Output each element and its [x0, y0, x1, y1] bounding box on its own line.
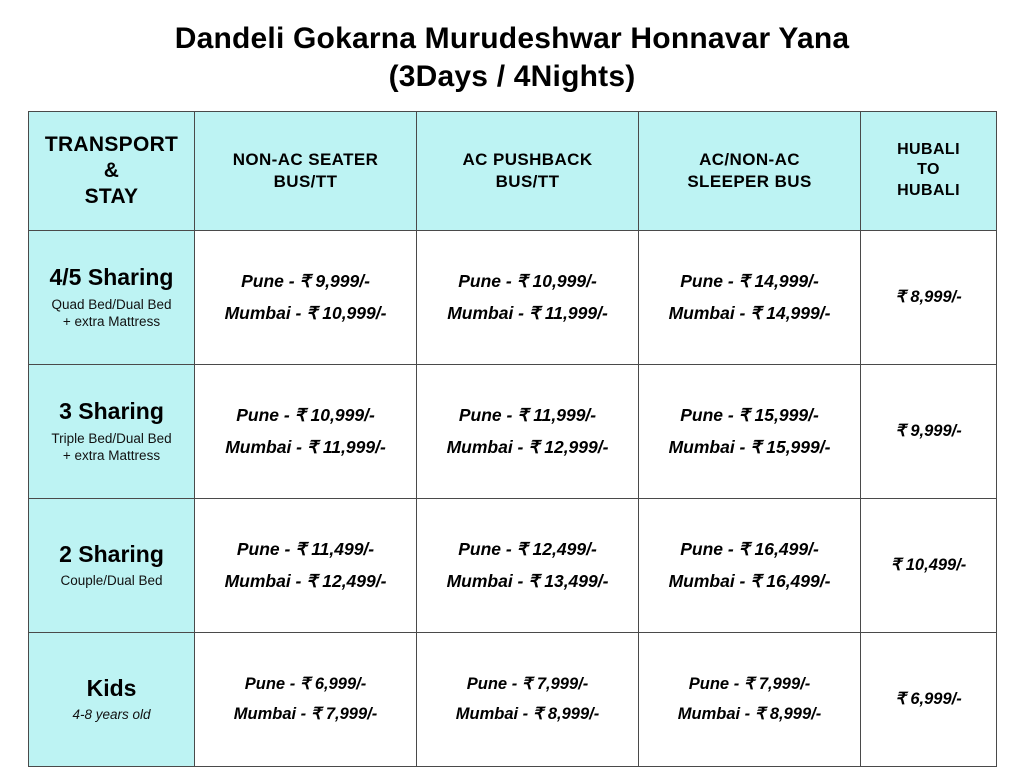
stay-category-sub-line2: + extra Mattress — [62, 314, 161, 330]
header-non-ac-seater-line2: BUS/TT — [273, 171, 338, 191]
price-pune: Pune - ₹ 10,999/- — [458, 270, 597, 291]
header-ac-pushback-line2: BUS/TT — [495, 171, 560, 191]
price-pune: Pune - ₹ 6,999/- — [244, 674, 367, 693]
stay-category-cell — [29, 364, 195, 498]
price-mumbai: Mumbai - ₹ 16,499/- — [668, 571, 831, 592]
price-ac-non-ac-sleeper — [639, 230, 861, 364]
price-hubali-value: ₹ 10,499/- — [890, 555, 967, 574]
header-transport-stay-line1: TRANSPORT — [44, 133, 179, 157]
table-row — [29, 498, 997, 632]
table-header-row — [29, 111, 997, 230]
header-transport-stay — [29, 111, 195, 230]
price-mumbai: Mumbai - ₹ 13,499/- — [446, 571, 609, 592]
header-non-ac-seater-line1: NON-AC SEATER — [232, 149, 379, 169]
table-row — [29, 364, 997, 498]
price-mumbai: Mumbai - ₹ 11,999/- — [225, 437, 386, 458]
header-hubali-to-hubali — [861, 111, 997, 230]
header-ac-pushback — [417, 111, 639, 230]
header-ac-non-ac-sleeper-line2: SLEEPER BUS — [687, 171, 812, 191]
stay-category-sub-line1: Triple Bed/Dual Bed — [51, 430, 172, 446]
price-ac-pushback — [417, 498, 639, 632]
table-row — [29, 632, 997, 766]
header-non-ac-seater — [195, 111, 417, 230]
price-mumbai: Mumbai - ₹ 8,999/- — [677, 705, 822, 724]
price-hubali-to-hubali — [861, 632, 997, 766]
stay-category-cell — [29, 498, 195, 632]
price-pune: Pune - ₹ 7,999/- — [688, 674, 811, 693]
stay-category-sub-line1: Couple/Dual Bed — [60, 573, 163, 589]
header-hubali-line1: HUBALI — [897, 140, 960, 158]
stay-category-cell — [29, 632, 195, 766]
price-mumbai: Mumbai - ₹ 12,499/- — [224, 571, 387, 592]
price-pune: Pune - ₹ 14,999/- — [680, 270, 819, 291]
price-mumbai: Mumbai - ₹ 15,999/- — [668, 437, 831, 458]
header-transport-stay-line2: & — [103, 158, 120, 182]
price-ac-pushback — [417, 230, 639, 364]
price-pune: Pune - ₹ 11,499/- — [236, 538, 375, 559]
price-ac-non-ac-sleeper — [639, 498, 861, 632]
stay-category-title: 3 Sharing — [59, 397, 164, 424]
header-ac-non-ac-sleeper — [639, 111, 861, 230]
price-pune: Pune - ₹ 10,999/- — [236, 404, 375, 425]
price-mumbai: Mumbai - ₹ 14,999/- — [668, 303, 831, 324]
price-non-ac-seater — [195, 632, 417, 766]
stay-category-sub-line1: Quad Bed/Dual Bed — [51, 296, 172, 312]
page-title — [28, 20, 996, 97]
header-hubali-line2: TO — [917, 161, 940, 179]
price-hubali-value: ₹ 9,999/- — [895, 421, 962, 440]
price-pune: Pune - ₹ 12,499/- — [458, 538, 597, 559]
price-mumbai: Mumbai - ₹ 12,999/- — [446, 437, 609, 458]
price-hubali-to-hubali — [861, 230, 997, 364]
header-transport-stay-line3: STAY — [84, 184, 139, 208]
price-mumbai: Mumbai - ₹ 10,999/- — [224, 303, 387, 324]
price-pune: Pune - ₹ 7,999/- — [466, 674, 589, 693]
price-hubali-value: ₹ 6,999/- — [895, 689, 962, 708]
price-hubali-to-hubali — [861, 364, 997, 498]
price-ac-pushback — [417, 632, 639, 766]
price-ac-non-ac-sleeper — [639, 364, 861, 498]
price-pune: Pune - ₹ 15,999/- — [680, 404, 819, 425]
price-pune: Pune - ₹ 11,999/- — [458, 404, 597, 425]
price-mumbai: Mumbai - ₹ 11,999/- — [447, 303, 608, 324]
stay-category-title: Kids — [86, 674, 137, 701]
price-non-ac-seater — [195, 230, 417, 364]
stay-category-title: 2 Sharing — [59, 540, 164, 567]
header-ac-non-ac-sleeper-line1: AC/NON-AC — [699, 149, 800, 169]
price-ac-non-ac-sleeper — [639, 632, 861, 766]
stay-category-cell — [29, 230, 195, 364]
stay-category-title: 4/5 Sharing — [49, 263, 174, 290]
table-row — [29, 230, 997, 364]
price-mumbai: Mumbai - ₹ 7,999/- — [233, 705, 378, 724]
price-ac-pushback — [417, 364, 639, 498]
header-ac-pushback-line1: AC PUSHBACK — [462, 149, 593, 169]
page-title-line1: Dandeli Gokarna Murudeshwar Honnavar Yana — [174, 22, 850, 55]
price-pune: Pune - ₹ 9,999/- — [241, 270, 370, 291]
price-non-ac-seater — [195, 498, 417, 632]
stay-category-sub-line1: 4-8 years old — [72, 707, 151, 723]
price-non-ac-seater — [195, 364, 417, 498]
price-hubali-value: ₹ 8,999/- — [895, 287, 962, 306]
page-title-line2: (3Days / 4Nights) — [388, 60, 636, 94]
price-hubali-to-hubali — [861, 498, 997, 632]
price-mumbai: Mumbai - ₹ 8,999/- — [455, 705, 600, 724]
table-header — [29, 111, 997, 230]
header-hubali-line3: HUBALI — [897, 182, 960, 200]
pricing-table — [28, 111, 997, 767]
price-pune: Pune - ₹ 16,499/- — [680, 538, 819, 559]
table-body — [29, 230, 997, 766]
stay-category-sub-line2: + extra Mattress — [62, 448, 161, 464]
